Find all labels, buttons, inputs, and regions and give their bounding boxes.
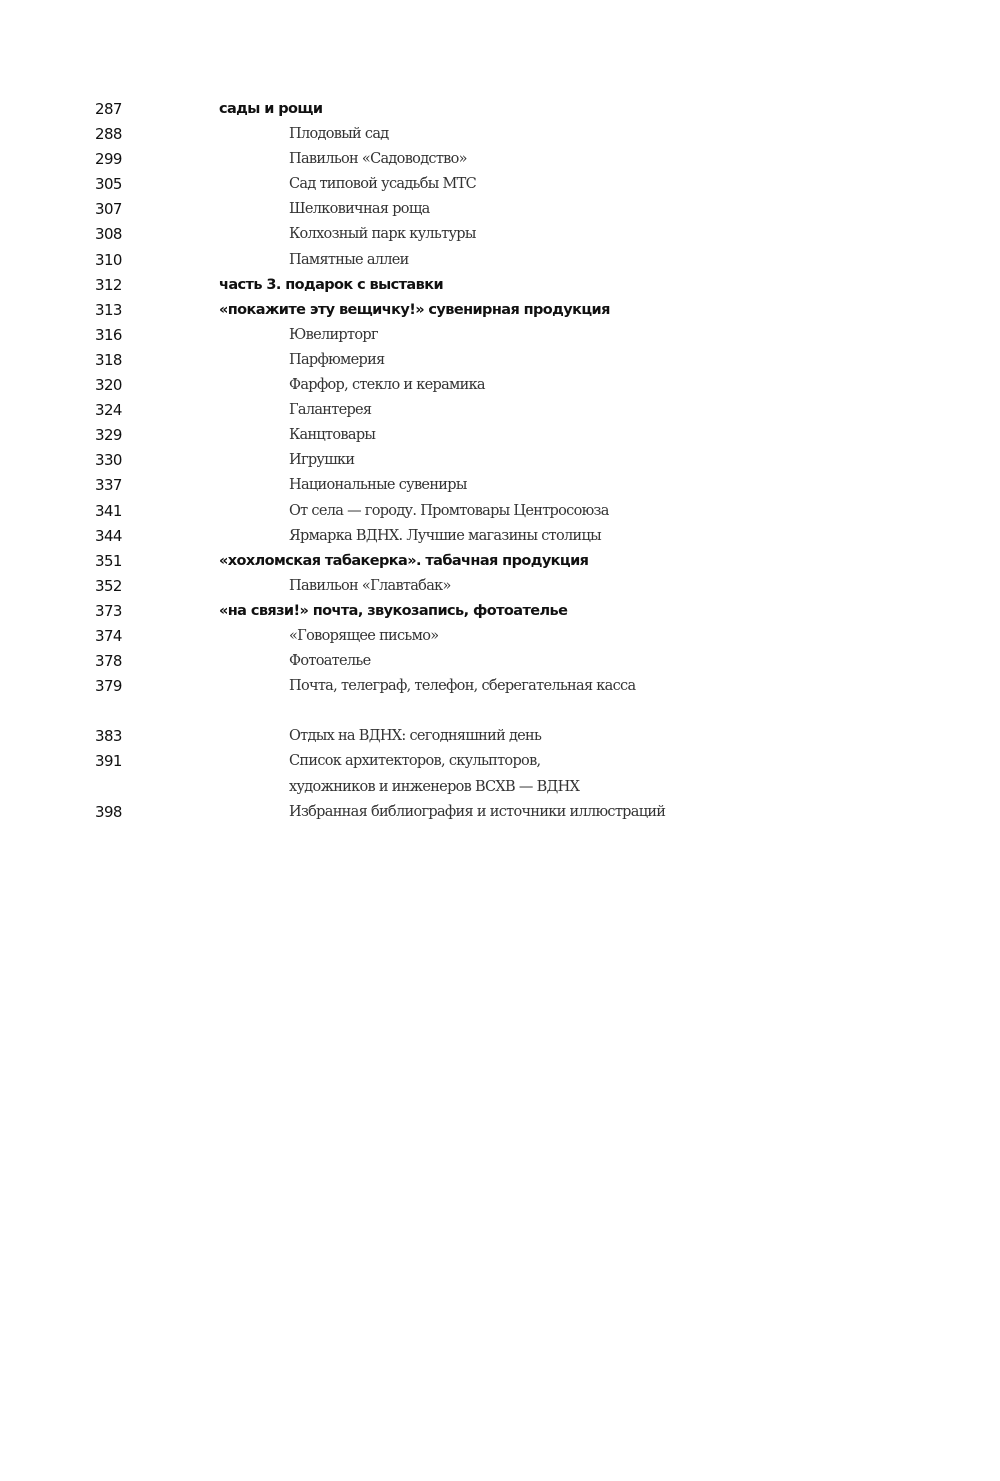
toc-row bbox=[0, 448, 1000, 473]
toc-entry-title: «Говорящее письмо» bbox=[289, 627, 439, 644]
toc-row bbox=[0, 775, 1000, 800]
toc-entry-title: Избранная библиография и источники иллюстраций bbox=[289, 803, 666, 820]
toc-row bbox=[0, 298, 1000, 323]
toc-row bbox=[0, 549, 1000, 574]
toc-row bbox=[0, 398, 1000, 423]
toc-page-number: 313 bbox=[95, 300, 122, 319]
toc-entry-title: художников и инженеров ВСХВ — ВДНХ bbox=[289, 778, 580, 795]
toc-row bbox=[0, 323, 1000, 348]
toc-page-number: 391 bbox=[95, 752, 122, 771]
toc-spacer bbox=[0, 699, 1000, 724]
toc-row bbox=[0, 348, 1000, 373]
toc-entry-title: От села — городу. Промтовары Центросоюза bbox=[289, 502, 609, 519]
toc-entry-title: Канцтовары bbox=[289, 427, 376, 444]
table-of-contents bbox=[0, 97, 1000, 825]
toc-row bbox=[0, 724, 1000, 749]
toc-entry-title: Плодовый сад bbox=[289, 126, 389, 143]
toc-page-number: 312 bbox=[95, 275, 122, 294]
toc-row bbox=[0, 624, 1000, 649]
toc-row bbox=[0, 749, 1000, 774]
toc-page-number: 287 bbox=[95, 100, 122, 118]
toc-entry-title: Галантерея bbox=[289, 402, 372, 419]
toc-entry-title: Отдых на ВДНХ: сегодняшний день bbox=[289, 728, 542, 745]
toc-section-title: «на связи!» почта, звукозапись, фотоателье bbox=[219, 602, 568, 619]
toc-row bbox=[0, 674, 1000, 699]
toc-entry-title: Шелковичная роща bbox=[289, 201, 430, 218]
toc-entry-title: Национальные сувениры bbox=[289, 477, 467, 494]
toc-entry-title: Ярмарка ВДНХ. Лучшие магазины столицы bbox=[289, 527, 601, 544]
toc-row bbox=[0, 122, 1000, 147]
toc-row bbox=[0, 373, 1000, 398]
toc-entry-title: Сад типовой усадьбы МТС bbox=[289, 176, 477, 193]
toc-page-number: 398 bbox=[95, 802, 122, 821]
toc-page-number: 374 bbox=[95, 626, 122, 645]
toc-page-number: 341 bbox=[95, 501, 122, 520]
toc-section-title: «хохломская табакерка». табачная продукция bbox=[219, 552, 589, 569]
toc-row bbox=[0, 599, 1000, 624]
toc-entry-title: Колхозный парк культуры bbox=[289, 226, 476, 243]
toc-row bbox=[0, 248, 1000, 273]
toc-row bbox=[0, 649, 1000, 674]
toc-page-number: 307 bbox=[95, 200, 122, 219]
toc-row bbox=[0, 97, 1000, 122]
toc-entry-title: Игрушки bbox=[289, 452, 355, 469]
toc-page-number: 310 bbox=[95, 250, 122, 269]
toc-entry-title: Памятные аллеи bbox=[289, 251, 409, 268]
toc-row bbox=[0, 172, 1000, 197]
toc-entry-title: Павильон «Главтабак» bbox=[289, 577, 451, 594]
toc-row bbox=[0, 574, 1000, 599]
toc-page-number: 305 bbox=[95, 175, 122, 194]
toc-page-number: 308 bbox=[95, 225, 122, 244]
toc-page-number: 337 bbox=[95, 476, 122, 495]
toc-page-number: 383 bbox=[95, 727, 122, 746]
toc-page-number: 378 bbox=[95, 652, 122, 671]
toc-row bbox=[0, 800, 1000, 825]
toc-page-number: 288 bbox=[95, 125, 122, 144]
toc-page-number: 352 bbox=[95, 576, 122, 595]
toc-page-number: 344 bbox=[95, 526, 122, 545]
toc-row bbox=[0, 473, 1000, 498]
toc-page-number: 318 bbox=[95, 350, 122, 369]
toc-entry-title: Список архитекторов, скульпторов, bbox=[289, 753, 541, 770]
toc-entry-title: Парфюмерия bbox=[289, 351, 385, 368]
toc-page-number: 330 bbox=[95, 451, 122, 470]
toc-page-number: 324 bbox=[95, 401, 122, 420]
toc-entry-title: Павильон «Садоводство» bbox=[289, 151, 467, 168]
toc-row bbox=[0, 423, 1000, 448]
toc-row bbox=[0, 222, 1000, 247]
toc-section-title: «покажите эту вещичку!» сувенирная продукция bbox=[219, 301, 610, 318]
toc-page-number: 299 bbox=[95, 150, 122, 169]
toc-entry-title: Почта, телеграф, телефон, сберегательная касса bbox=[289, 678, 636, 695]
toc-page-number: 351 bbox=[95, 551, 122, 570]
toc-row bbox=[0, 147, 1000, 172]
toc-page-number: 379 bbox=[95, 677, 122, 696]
toc-page-number: 329 bbox=[95, 426, 122, 445]
toc-entry-title: Фарфор, стекло и керамика bbox=[289, 377, 485, 394]
toc-row bbox=[0, 499, 1000, 524]
toc-row bbox=[0, 273, 1000, 298]
toc-section-title: часть 3. подарок с выставки bbox=[219, 276, 443, 293]
toc-entry-title: Фотоателье bbox=[289, 653, 371, 670]
toc-page-number: 373 bbox=[95, 601, 122, 620]
toc-page-number: 316 bbox=[95, 325, 122, 344]
toc-row bbox=[0, 197, 1000, 222]
toc-row bbox=[0, 524, 1000, 549]
toc-entry-title: Ювелирторг bbox=[289, 326, 378, 343]
toc-section-title: сады и рощи bbox=[219, 101, 323, 117]
toc-page-number: 320 bbox=[95, 376, 122, 395]
